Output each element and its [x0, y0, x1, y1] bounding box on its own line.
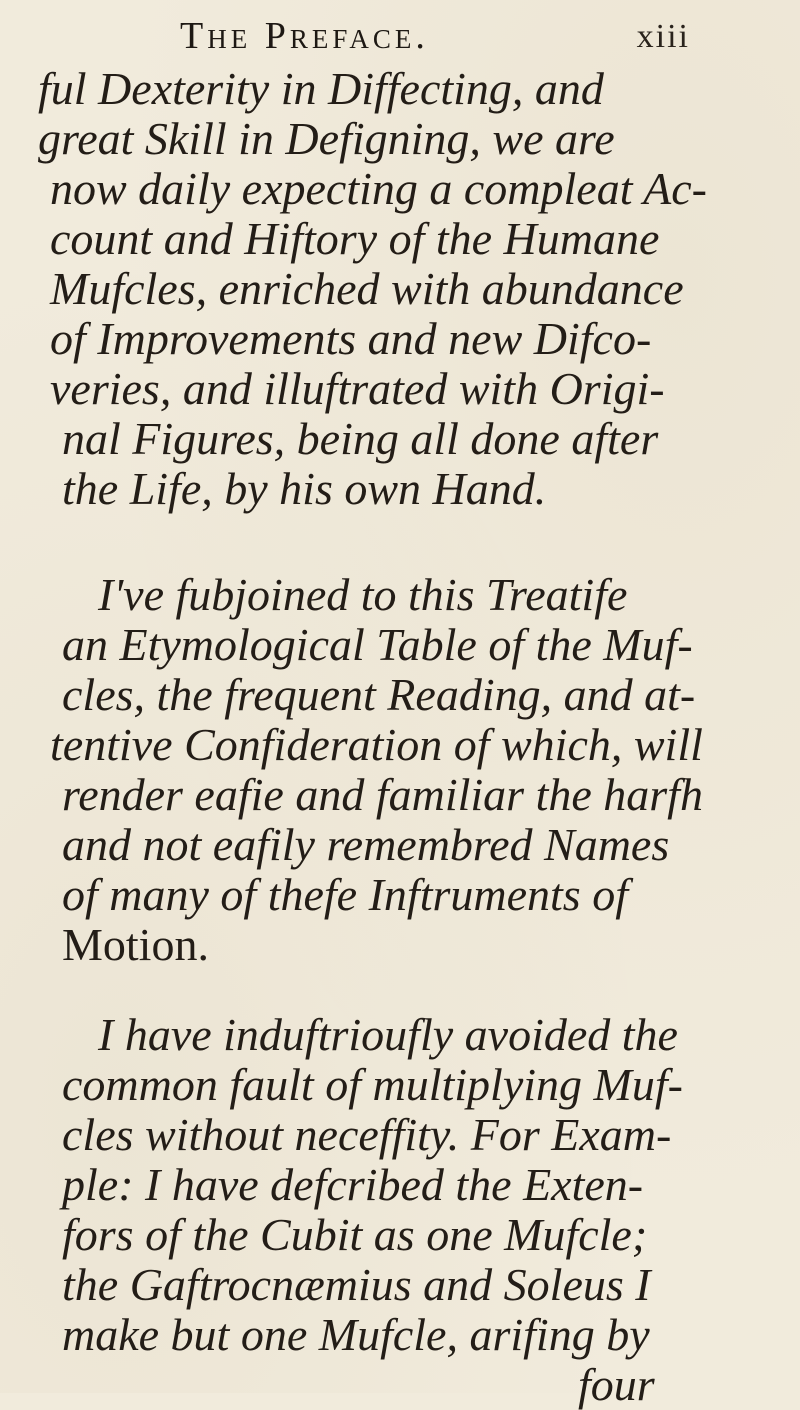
page-header — [0, 8, 800, 68]
text-line: the Life, by his own Hand. — [62, 463, 547, 514]
text-line: common fault of multiplying Muf- — [62, 1059, 683, 1110]
running-head: The Preface. — [180, 15, 429, 57]
text-line: ple: I have defcribed the Exten- — [62, 1159, 644, 1210]
text-line: an Etymological Table of the Muf- — [62, 619, 693, 670]
text-line: now daily expecting a compleat Ac- — [50, 163, 708, 214]
text-line: of Improvements and new Difco- — [50, 313, 652, 364]
paragraph-3 — [38, 1010, 738, 1360]
text-line: cles without neceffity. For Exam- — [62, 1109, 672, 1160]
text-line: veries, and illuftrated with Origi- — [50, 363, 665, 414]
text-line: fors of the Cubit as one Mufcle; — [62, 1209, 648, 1260]
catchword: four — [578, 1359, 655, 1410]
text-line: nal Figures, being all done after — [62, 413, 659, 464]
text-line: Motion. — [62, 919, 209, 970]
text-line: Mufcles, enriched with abundance — [50, 263, 684, 314]
text-line: of many of thefe Inftruments of — [62, 869, 628, 920]
text-line: tentive Confideration of which, will — [50, 719, 703, 770]
paragraph-2 — [38, 570, 738, 970]
text-line: great Skill in Defigning, we are — [38, 113, 615, 164]
text-line: I have induftrioufly avoided the — [98, 1009, 678, 1060]
text-line: the Gaftrocnæmius and Soleus I — [62, 1259, 651, 1310]
text-line: and not eafily remembred Names — [62, 819, 670, 870]
page-number: xiii — [636, 18, 690, 55]
text-line: I've fubjoined to this Treatife — [98, 569, 628, 620]
text-line: make but one Mufcle, arifing by — [62, 1309, 650, 1360]
text-line: cles, the frequent Reading, and at- — [62, 669, 696, 720]
paragraph-1 — [38, 64, 738, 514]
body-text — [38, 64, 738, 1410]
text-line: count and Hiftory of the Humane — [50, 213, 660, 264]
text-line: render eafie and familiar the harfh — [62, 769, 703, 820]
text-line: ful Dexterity in Diffecting, and — [38, 63, 604, 114]
